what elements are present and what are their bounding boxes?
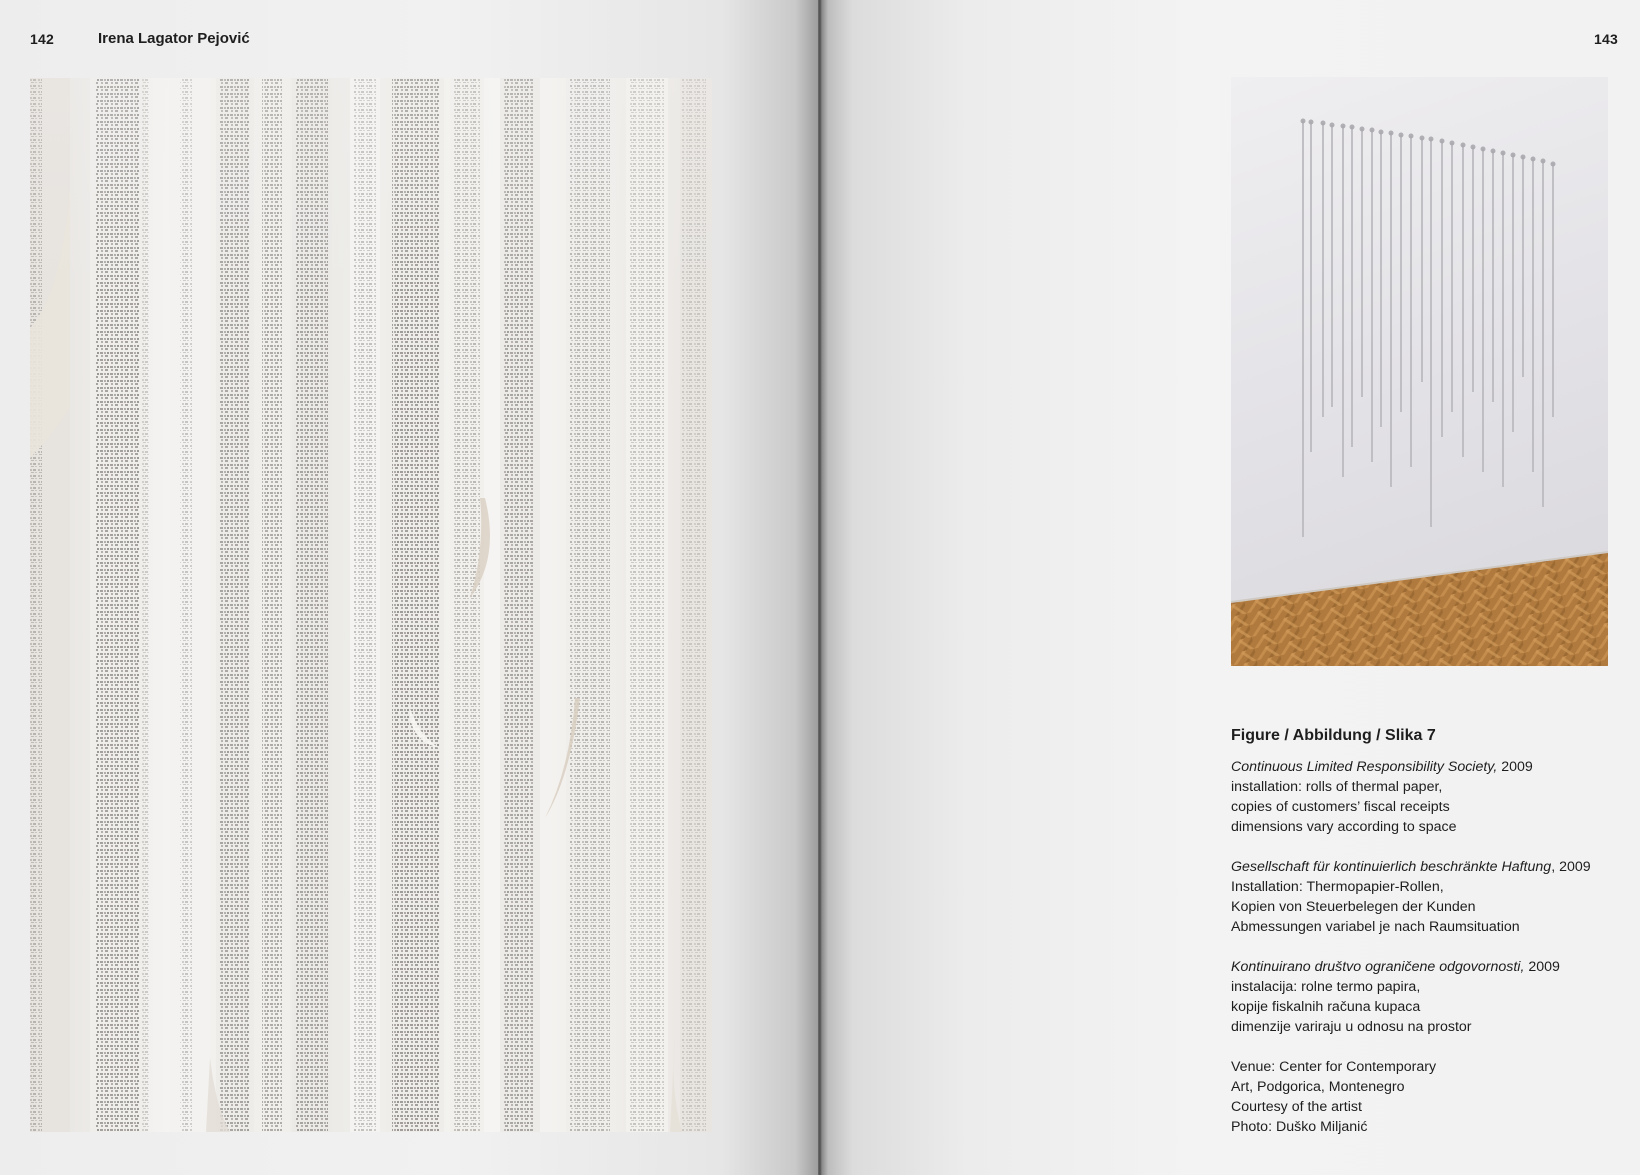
installation-view-photo [1231, 77, 1608, 666]
caption-line: dimensions vary according to space [1231, 819, 1457, 835]
credit-photo: Photo: Duško Miljanić [1231, 1119, 1368, 1135]
installation-closeup-photo [30, 78, 712, 1132]
caption-montenegrin [1231, 957, 1621, 1037]
caption-line: installation: rolls of thermal paper, [1231, 779, 1443, 795]
caption-line: Installation: Thermopapier-Rollen, [1231, 879, 1444, 895]
work-title-german: Gesellschaft für kontinuierlich beschränkte Haftung [1231, 859, 1552, 875]
work-year-german: , 2009 [1551, 859, 1591, 875]
caption-line: Abmessungen variabel je nach Raumsituation [1231, 919, 1520, 935]
caption-credits [1231, 1057, 1621, 1137]
work-year-english: 2009 [1497, 759, 1533, 775]
caption-line: copies of customers’ fiscal receipts [1231, 799, 1450, 815]
book-spine [818, 0, 822, 1175]
caption-english-title-line [1231, 757, 1621, 777]
caption-montenegrin-title-line [1231, 957, 1621, 977]
credit-courtesy: Courtesy of the artist [1231, 1099, 1362, 1115]
credit-venue-line-2: Art, Podgorica, Montenegro [1231, 1079, 1405, 1095]
work-year-montenegrin: 2009 [1524, 959, 1560, 975]
work-title-montenegrin: Kontinuirano društvo ograničene odgovornosti, [1231, 959, 1525, 975]
wall-installation-graphic [1231, 77, 1608, 666]
page-number-right: 143 [1594, 31, 1618, 47]
work-title-english: Continuous Limited Responsibility Society, [1231, 759, 1498, 775]
caption-german [1231, 857, 1621, 937]
caption-line: dimenzije variraju u odnosu na prostor [1231, 1019, 1472, 1035]
caption-english [1231, 757, 1621, 837]
figure-caption [1231, 726, 1621, 1157]
caption-line: instalacija: rolne termo papira, [1231, 979, 1421, 995]
page-number-left: 142 [30, 31, 54, 47]
figure-title: Figure / Abbildung / Slika 7 [1231, 727, 1436, 744]
receipt-strips-graphic [30, 78, 712, 1132]
caption-german-title-line [1231, 857, 1621, 877]
caption-line: Kopien von Steuerbelegen der Kunden [1231, 899, 1476, 915]
caption-line: kopije fiskalnih računa kupaca [1231, 999, 1421, 1015]
credit-venue-line-1: Venue: Center for Contemporary [1231, 1059, 1437, 1075]
running-head-author: Irena Lagator Pejović [98, 30, 250, 47]
